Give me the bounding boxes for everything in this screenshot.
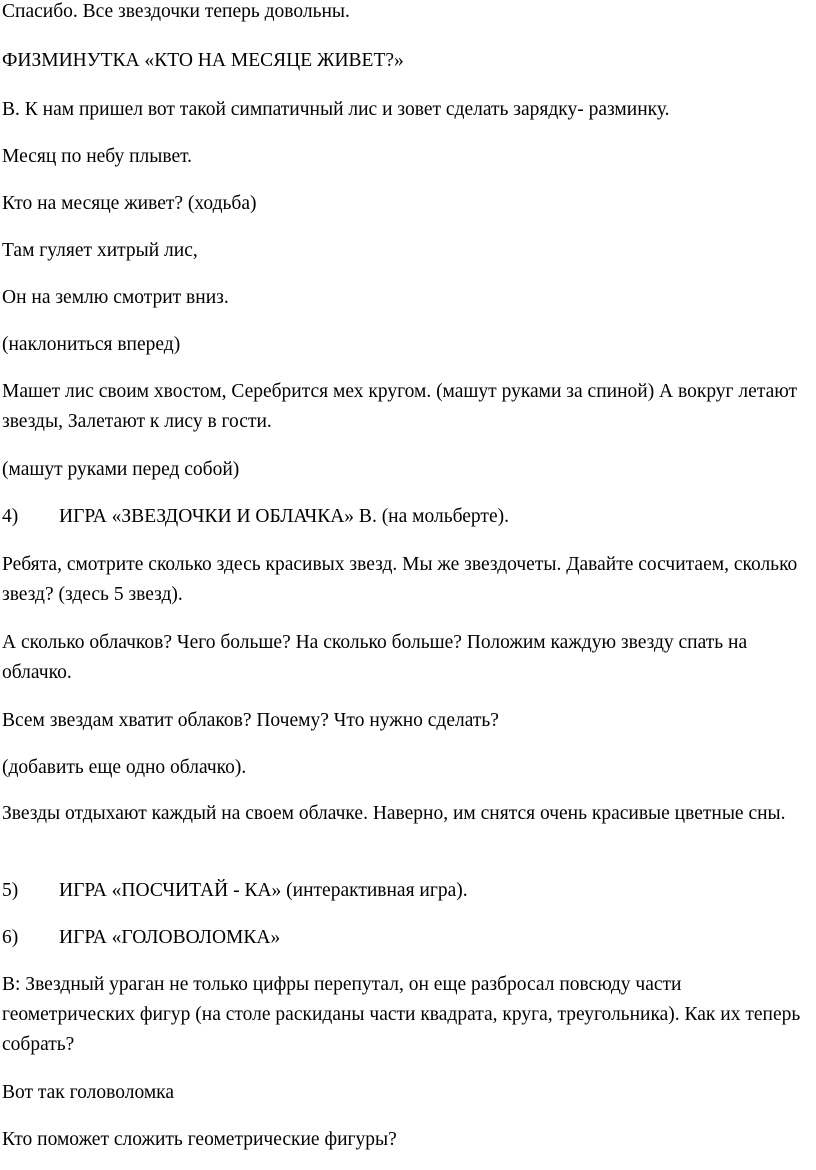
section-4-heading [2,502,802,532]
section-5-number: 5) [2,880,19,901]
poem-line-2: Кто на месяце живет? (ходьба) [2,193,257,214]
section-6-title: ИГРА «ГОЛОВОЛОМКА» [59,927,281,948]
poem-instruction-lean: (наклониться вперед) [2,334,181,355]
section-5-heading [2,876,802,906]
paragraph-stars-rest: Звезды отдыхают каждый на своем облачке. Наверно, им снятся очень красивые цветные сны. [2,803,786,824]
section-6-number: 6) [2,927,19,948]
paragraph-puzzle: Вот так головоломка [2,1082,174,1103]
poem-instruction-wave: (машут руками перед собой) [2,459,240,480]
section-5-title: ИГРА «ПОСЧИТАЙ - КА» (интерактивная игра). [59,880,468,901]
paragraph-add-cloud: (добавить еще одно облачко). [2,757,247,778]
paragraph-who-helps: Кто поможет сложить геометрические фигуры? [2,1129,397,1150]
paragraph-thanks: Спасибо. Все звездочки теперь довольны. [2,1,350,22]
paragraph-count-stars: Ребята, смотрите сколько здесь красивых звезд. Мы же звездочеты. Давайте сосчитаем, сколько звезд? (здесь 5 звезд). [2,554,798,605]
section-4-number: 4) [2,506,19,527]
poem-line-4: Он на землю смотрит вниз. [2,287,229,308]
poem-line-1: Месяц по небу плывет. [2,146,193,167]
paragraph-fox-intro: В. К нам пришел вот такой симпатичный лис и зовет сделать зарядку- разминку. [2,99,670,120]
paragraph-hurricane: В: Звездный ураган не только цифры перепутал, он еще разбросал повсюду части геометрических фигур (на столе раскиданы части квадрата, круга, треугольника). Как их теперь собрать? [2,974,801,1055]
poem-tail-stanza: Машет лис своим хвостом, Серебрится мех кругом. (машут руками за спиной) А вокруг летают звезды, Залетают к лису в гости. [2,381,798,432]
heading-fizminutka: ФИЗМИНУТКА «КТО НА МЕСЯЦЕ ЖИВЕТ?» [2,50,404,71]
section-6-heading [2,923,802,953]
paragraph-clouds: А сколько облачков? Чего больше? На сколько больше? Положим каждую звезду спать на облачко. [2,632,748,683]
paragraph-enough-clouds: Всем звездам хватит облаков? Почему? Что нужно сделать? [2,710,499,731]
poem-line-3: Там гуляет хитрый лис, [2,240,198,261]
section-4-title: ИГРА «ЗВЕЗДОЧКИ И ОБЛАЧКА» В. (на мольберте). [59,506,509,527]
